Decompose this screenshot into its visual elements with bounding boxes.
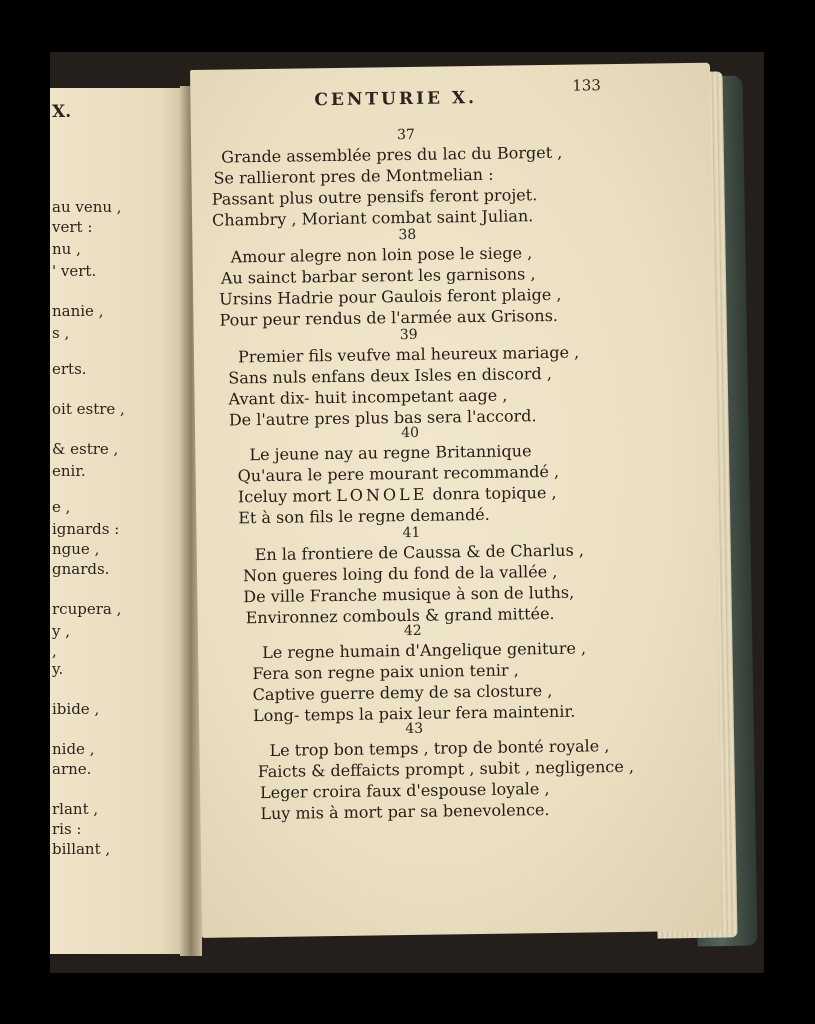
verse-line: Premier fils veufve mal heureux mariage , (237, 342, 580, 367)
verse-line: Environnez combouls & grand mittée. (245, 603, 555, 628)
verse-line: Leger croira faux d'espouse loyale , (259, 779, 550, 803)
quatrain-number: 42 (403, 622, 422, 640)
left-line: nu , (52, 240, 81, 258)
verse-line: Au sainct barbar seront les garnisons , (220, 264, 536, 288)
left-line: enir. (52, 462, 86, 480)
left-line: nanie , (52, 302, 104, 320)
left-line: y. (52, 660, 64, 678)
verse-line: Se rallieront pres de Montmelian : (213, 164, 494, 188)
verse-line: De ville Franche musique à son de luths, (243, 582, 575, 607)
verse-line: Luy mis à mort par sa benevolence. (260, 800, 550, 824)
left-line: erts. (52, 360, 87, 378)
left-page-header: X. (52, 102, 72, 122)
quatrain-number: 39 (399, 326, 418, 344)
quatrain-number: 40 (401, 424, 420, 442)
quatrain-number: 43 (405, 720, 424, 738)
quatrain (191, 123, 711, 230)
verse-line (238, 483, 557, 506)
verse-line: Grande assemblée pres du lac du Borget , (221, 142, 563, 167)
verse-line: De l'autre pres plus bas sera l'accord. (228, 406, 537, 430)
left-line: e , (52, 498, 71, 516)
verse-line: Passant plus outre pensifs feront projet. (211, 185, 538, 209)
left-line: , (52, 642, 57, 660)
left-line: arne. (52, 760, 92, 778)
quatrain-number: 41 (402, 524, 421, 542)
verse-line: Le trop bon temps , trop de bonté royale , (269, 736, 610, 760)
left-page (50, 88, 188, 954)
page-number: 133 (572, 76, 602, 95)
left-line: vert : (52, 218, 93, 236)
verse-line: Et à son fils le regne demandé. (238, 504, 490, 528)
left-line: au venu , (52, 198, 122, 216)
left-line: ris : (52, 820, 82, 838)
left-line: nide , (52, 740, 95, 758)
left-line: oit estre , (52, 400, 125, 418)
left-line: rcupera , (52, 600, 122, 618)
verse-line: Le jeune nay au regne Britannique (249, 441, 532, 465)
running-head: CENTURIE X. (314, 87, 478, 111)
verse-line: Avant dix- huit incompetant aage , (228, 385, 508, 409)
verse-line: Pour peur rendus de l'armée aux Grisons. (219, 305, 559, 330)
verse-line: Captive guerre demy de sa closture , (252, 681, 553, 705)
verse-line-part: Iceluy mort (237, 486, 332, 507)
left-line: billant , (52, 840, 111, 858)
quatrain-number: 37 (396, 126, 415, 144)
spaced-name: LONOLE (336, 484, 428, 505)
verse-line: Fera son regne paix union tenir , (252, 660, 519, 684)
verse-line: En la frontiere de Caussa & de Charlus , (254, 540, 585, 565)
verse-line: Qu'aura le pere mourant recommandé , (237, 461, 560, 486)
verse-line: Non gueres loing du fond de la vallée , (242, 561, 558, 586)
book-photo (50, 52, 764, 973)
left-line: ' vert. (52, 262, 97, 280)
verse-line-part: donra topique , (432, 482, 557, 504)
left-line: y , (52, 622, 71, 640)
verse-line: Sans nuls enfans deux Isles en discord , (228, 363, 552, 388)
left-line: & estre , (52, 440, 119, 458)
verse-line: Le regne humain d'Angelique geniture , (262, 638, 587, 663)
quatrain-number: 38 (398, 226, 417, 244)
verse-line: Chambry , Moriant combat saint Julian. (211, 206, 534, 230)
left-line: gnards. (52, 560, 110, 578)
verse-line: Faicts & deffaicts prompt , subit , negligence , (257, 756, 635, 782)
verse-line: Ursins Hadrie pour Gaulois feront plaige , (219, 284, 562, 309)
left-line: s , (52, 324, 70, 342)
verse-line: Long- temps la paix leur fera maintenir. (252, 701, 576, 726)
left-line: ignards : (52, 520, 120, 538)
left-line: ngue , (52, 540, 100, 558)
right-page (190, 63, 722, 938)
verse-line: Amour alegre non loin pose le siege , (230, 243, 533, 267)
left-line: ibide , (52, 700, 100, 718)
left-line: rlant , (52, 800, 99, 818)
